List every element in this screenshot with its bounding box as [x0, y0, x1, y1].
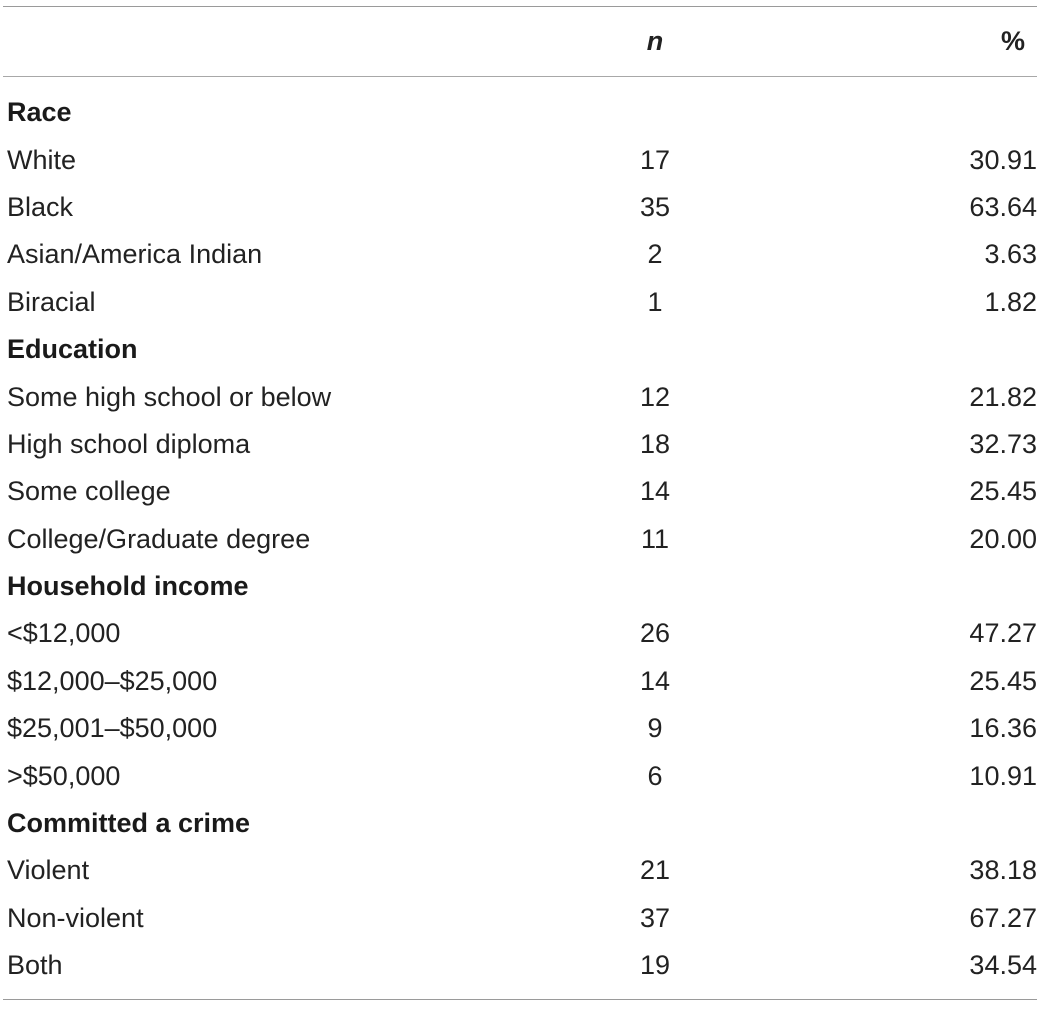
table-row — [3, 421, 1037, 468]
row-n: 18 — [639, 428, 671, 459]
table-row — [3, 373, 1037, 420]
row-percent: 21.82 — [969, 381, 1037, 412]
row-n: 9 — [647, 713, 663, 744]
bottom-rule — [3, 999, 1037, 1000]
row-n: 19 — [639, 950, 671, 981]
row-percent: 25.45 — [969, 665, 1037, 696]
table-row — [3, 610, 1037, 657]
row-label: $25,001–$50,000 — [7, 713, 218, 744]
row-n: 12 — [639, 381, 671, 412]
row-label: Biracial — [7, 286, 96, 317]
section-title: Committed a crime — [7, 808, 251, 839]
table-row — [3, 942, 1037, 989]
table-body — [3, 77, 1037, 999]
row-percent: 30.91 — [969, 144, 1037, 175]
row-percent: 25.45 — [969, 476, 1037, 507]
section-header-race — [3, 89, 1037, 136]
row-n: 37 — [639, 902, 671, 933]
table-row — [3, 705, 1037, 752]
row-n: 17 — [639, 144, 671, 175]
row-label: College/Graduate degree — [7, 523, 311, 554]
row-label: Violent — [7, 855, 90, 886]
row-n: 35 — [639, 191, 671, 222]
table-row — [3, 279, 1037, 326]
section-header-education — [3, 326, 1037, 373]
row-n: 11 — [640, 523, 670, 554]
row-percent: 1.82 — [984, 286, 1037, 317]
demographics-table — [3, 6, 1037, 1000]
row-label: Some high school or below — [7, 381, 332, 412]
header-percent-cell: % — [1000, 26, 1025, 56]
table-row — [3, 895, 1037, 942]
section-header-household-income — [3, 563, 1037, 610]
row-n: 26 — [639, 618, 671, 649]
section-title: Race — [7, 97, 72, 128]
row-percent: 32.73 — [969, 428, 1037, 459]
row-label: <$12,000 — [7, 618, 121, 649]
row-n: 2 — [647, 239, 663, 270]
table-row — [3, 468, 1037, 515]
row-n: 6 — [647, 760, 663, 791]
row-percent: 67.27 — [969, 902, 1037, 933]
section-title: Household income — [7, 571, 249, 602]
table-row — [3, 847, 1037, 894]
row-n: 14 — [639, 476, 671, 507]
row-n: 1 — [647, 286, 663, 317]
section-title: Education — [7, 334, 138, 365]
row-percent: 63.64 — [969, 191, 1037, 222]
header-n-cell: n — [646, 26, 664, 56]
row-label: Non-violent — [7, 902, 144, 933]
table-row — [3, 516, 1037, 563]
row-percent: 3.63 — [984, 239, 1037, 270]
row-label: Asian/America Indian — [7, 239, 263, 270]
row-percent: 10.91 — [969, 760, 1037, 791]
row-n: 14 — [639, 665, 671, 696]
row-label: Both — [7, 950, 63, 981]
row-label: Black — [7, 191, 74, 222]
table-row — [3, 658, 1037, 705]
row-percent: 34.54 — [969, 950, 1037, 981]
table-row — [3, 136, 1037, 183]
row-label: $12,000–$25,000 — [7, 665, 218, 696]
table-row — [3, 231, 1037, 278]
row-percent: 20.00 — [969, 523, 1037, 554]
row-label: White — [7, 144, 77, 175]
table-row — [3, 752, 1037, 799]
row-percent: 47.27 — [969, 618, 1037, 649]
row-label: Some college — [7, 476, 171, 507]
row-percent: 16.36 — [969, 713, 1037, 744]
row-label: High school diploma — [7, 428, 251, 459]
table-header-row — [3, 7, 1037, 76]
table-row — [3, 184, 1037, 231]
row-label: >$50,000 — [7, 760, 121, 791]
row-n: 21 — [639, 855, 671, 886]
row-percent: 38.18 — [969, 855, 1037, 886]
section-header-committed-a-crime — [3, 800, 1037, 847]
